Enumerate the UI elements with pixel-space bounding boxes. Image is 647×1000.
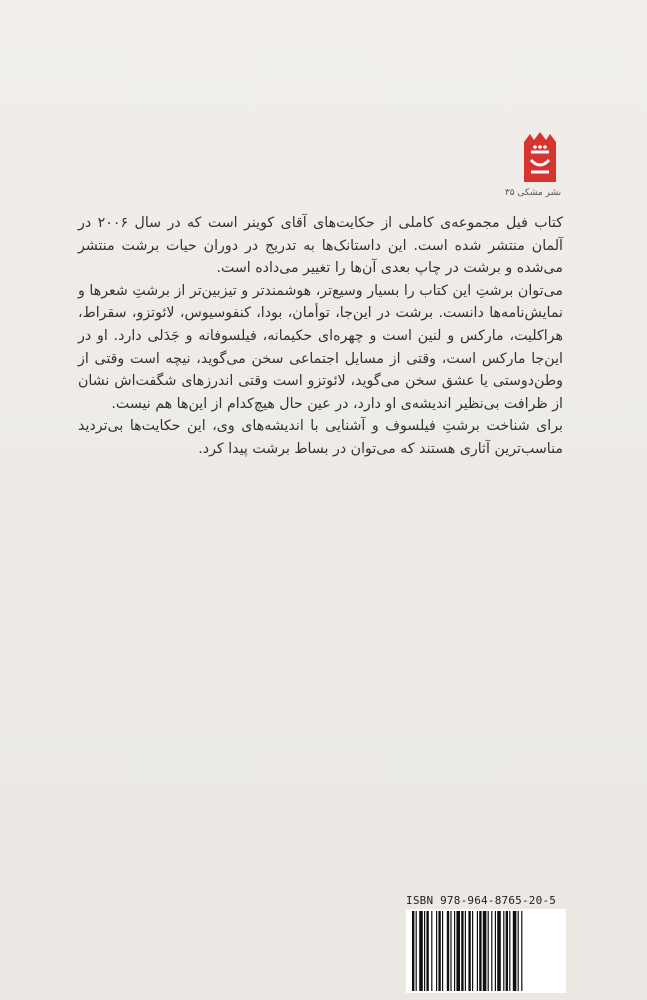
- blurb-paragraph-1: کتاب فیل مجموعه‌ی کاملی از حکایت‌های آقای کوینر است که در سال ۲۰۰۶ در آلمان منتشر شده است. این داستانک‌ها به تدریج در دوران حیات برشت منتشر می‌شده و برشت در چاپ بعدی آن‌ها را تغییر می‌داده است.: [78, 215, 563, 277]
- publisher-series-label: نشر مشکی ۳۵: [504, 188, 562, 198]
- blurb-paragraph-2: می‌توان برشتِ این کتاب را بسیار وسیع‌تر، هوشمندتر و تیزبین‌تر از برشتِ شعرها و نمایش‌نامه‌ها دانست. برشت در این‌جا، توأمان، بودا، کنفوسیوس، لائوتزو، سقراط، هراکلیت، مارکس و لنین است و چهره‌ای حکیمانه، فیلسوفانه و جَدَلی دارد. او در این‌جا مارکس است، وقتی از مسایل اجتماعی سخن می‌گوید، نیچه است وقتی از وطن‌دوستی یا عشق سخن می‌گوید، لائوتزو است وقتی اندرزهای شگفت‌اش نشان از ظرافت بی‌نظیر اندیشه‌ی او دارد، در عین حال هیچ‌کدام از این‌ها هم نیست.: [78, 282, 563, 412]
- isbn-text: ISBN 978-964-8765-20-5: [406, 894, 557, 907]
- blurb-paragraph-3: برای شناخت برشتِ فیلسوف و آشنایی با اندیشه‌های وی، این حکایت‌ها بی‌تردید مناسب‌ترین آثاری هستند که می‌توان در بساط برشت پیدا کرد.: [78, 418, 563, 457]
- publisher-logo-icon: [520, 130, 560, 186]
- barcode-icon: [410, 911, 562, 991]
- isbn-block: [406, 894, 566, 993]
- back-cover-blurb: [78, 212, 563, 461]
- barcode: [406, 909, 566, 993]
